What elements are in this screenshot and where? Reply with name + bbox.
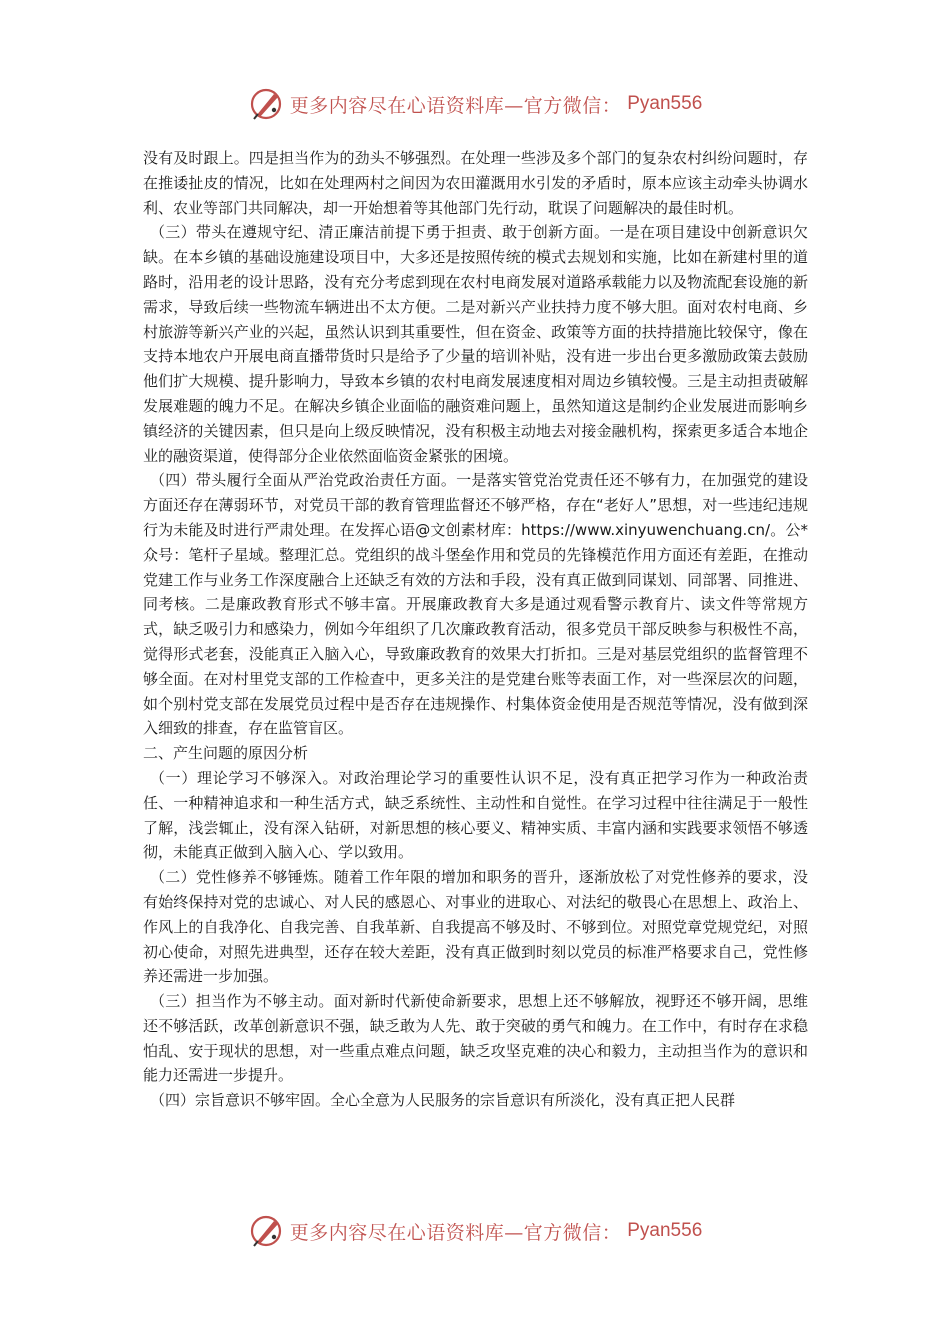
paragraph-continuation: 没有及时跟上。四是担当作为的劲头不够强烈。在处理一些涉及多个部门的复杂农村纠纷问题时，存在推诿扯皮的情况，比如在处理两村之间因为农田灌溉用水引发的矛盾时，原本应该主动牵头协调水利、农业等部门共同解决，却一开始想着等其他部门先行动，耽误了问题解决的最佳时机。: [143, 149, 808, 217]
section-heading-causes: 二、产生问题的原因分析: [143, 744, 309, 763]
paragraph-cause-1: （一）理论学习不够深入。对政治理论学习的重要性认识不足，没有真正把学习作为一种政治责任、一种精神追求和一种生活方式，缺乏系统性、主动性和自觉性。在学习过程中往往满足于一般性了解，浅尝辄止，没有深入钻研，对新思想的核心要义、精神实质、丰富内涵和实践要求领悟不够透彻，未能真正做到入脑入心、学以致用。: [143, 768, 808, 862]
header-banner: [0, 84, 950, 124]
header-banner-wechat-id: Pyan556: [627, 93, 703, 114]
paragraph-cause-3: （三）担当作为不够主动。面对新时代新使命新要求，思想上还不够解放，视野还不够开阔，思维还不够活跃，改革创新意识不强，缺乏敢为人先、敢于突破的勇气和魄力。在工作中，有时存在求稳怕乱、安于现状的思想，对一些重点难点问题，缺乏攻坚克难的决心和毅力，主动担当作为的意识和能力还需进一步提升。: [143, 992, 808, 1085]
footer-banner-wechat-id: Pyan556: [627, 1220, 703, 1241]
header-banner-text: 更多内容尽在心语资料库—官方微信：: [289, 94, 622, 117]
footer-banner-text: 更多内容尽在心语资料库—官方微信：: [289, 1221, 622, 1244]
paragraph-section-4: （四）带头履行全面从严治党政治责任方面。一是落实管党治党责任还不够有力，在加强党的建设方面还存在薄弱环节，对党员干部的教育管理监督还不够严格，存在“老好人”思想，对一些违纪违规行为未能及时进行严肃处理。在发挥心语@文创素材库：https://www.xinyuwenchuang.cn/。公*众号：笔杆子星域。整理汇总。党组织的战斗堡垒作用和党员的先锋模范作用方面还有差距，在推动党建工作与业务工作深度融合上还缺乏有效的方法和手段，没有真正做到同谋划、同部署、同推进、同考核。二是廉政教育形式不够丰富。开展廉政教育大多是通过观看警示教育片、读文件等常规方式，缺乏吸引力和感染力，例如今年组织了几次廉政教育活动，很多党员干部反映参与积极性不高，觉得形式老套，没能真正入脑入心，导致廉政教育的效果大打折扣。三是对基层党组织的监督管理不够全面。在对村里党支部的工作检查中，更多关注的是党建台账等表面工作，对一些深层次的问题，如个别村党支部在发展党员过程中是否存在违规操作、村集体资金使用是否规范等情况，没有做到深入细致的排查，存在监管盲区。: [143, 471, 808, 738]
paragraph-cause-4: （四）宗旨意识不够牢固。全心全意为人民服务的宗旨意识有所淡化，没有真正把人民群: [150, 1091, 736, 1110]
footer-banner: [0, 1211, 950, 1251]
document-body: [143, 146, 808, 1113]
pen-quill-logo-icon: [248, 1213, 284, 1249]
pen-quill-logo-icon: [248, 86, 284, 122]
paragraph-cause-2: （二）党性修养不够锤炼。随着工作年限的增加和职务的晋升，逐渐放松了对党性修养的要求，没有始终保持对党的忠诚心、对人民的感恩心、对事业的进取心、对法纪的敬畏心在思想上、政治上、作风上的自我净化、自我完善、自我革新、自我提高不够及时、不够到位。对照党章党规党纪，对照初心使命，对照先进典型，还存在较大差距，没有真正做到时刻以党员的标准严格要求自己，党性修养还需进一步加强。: [143, 868, 808, 986]
paragraph-section-3: （三）带头在遵规守纪、清正廉洁前提下勇于担责、敢于创新方面。一是在项目建设中创新意识欠缺。在本乡镇的基础设施建设项目中，大多还是按照传统的模式去规划和实施，比如在新建村里的道路时，沿用老的设计思路，没有充分考虑到现在农村电商发展对道路承载能力以及物流配套设施的新需求，导致后续一些物流车辆进出不太方便。二是对新兴产业扶持力度不够大胆。面对农村电商、乡村旅游等新兴产业的兴起，虽然认识到其重要性，但在资金、政策等方面的扶持措施比较保守，像在支持本地农户开展电商直播带货时只是给予了少量的培训补贴，没有进一步出台更多激励政策去鼓励他们扩大规模、提升影响力，导致本乡镇的农村电商发展速度相对周边乡镇较慢。三是主动担责破解发展难题的魄力不足。在解决乡镇企业面临的融资难问题上，虽然知道这是制约企业发展进而影响乡镇经济的关键因素，但只是向上级反映情况，没有积极主动地去对接金融机构，探索更多适合本地企业的融资渠道，使得部分企业依然面临资金紧张的困境。: [143, 223, 808, 465]
footer-banner-inner: [248, 1213, 703, 1249]
header-banner-inner: [248, 86, 703, 122]
